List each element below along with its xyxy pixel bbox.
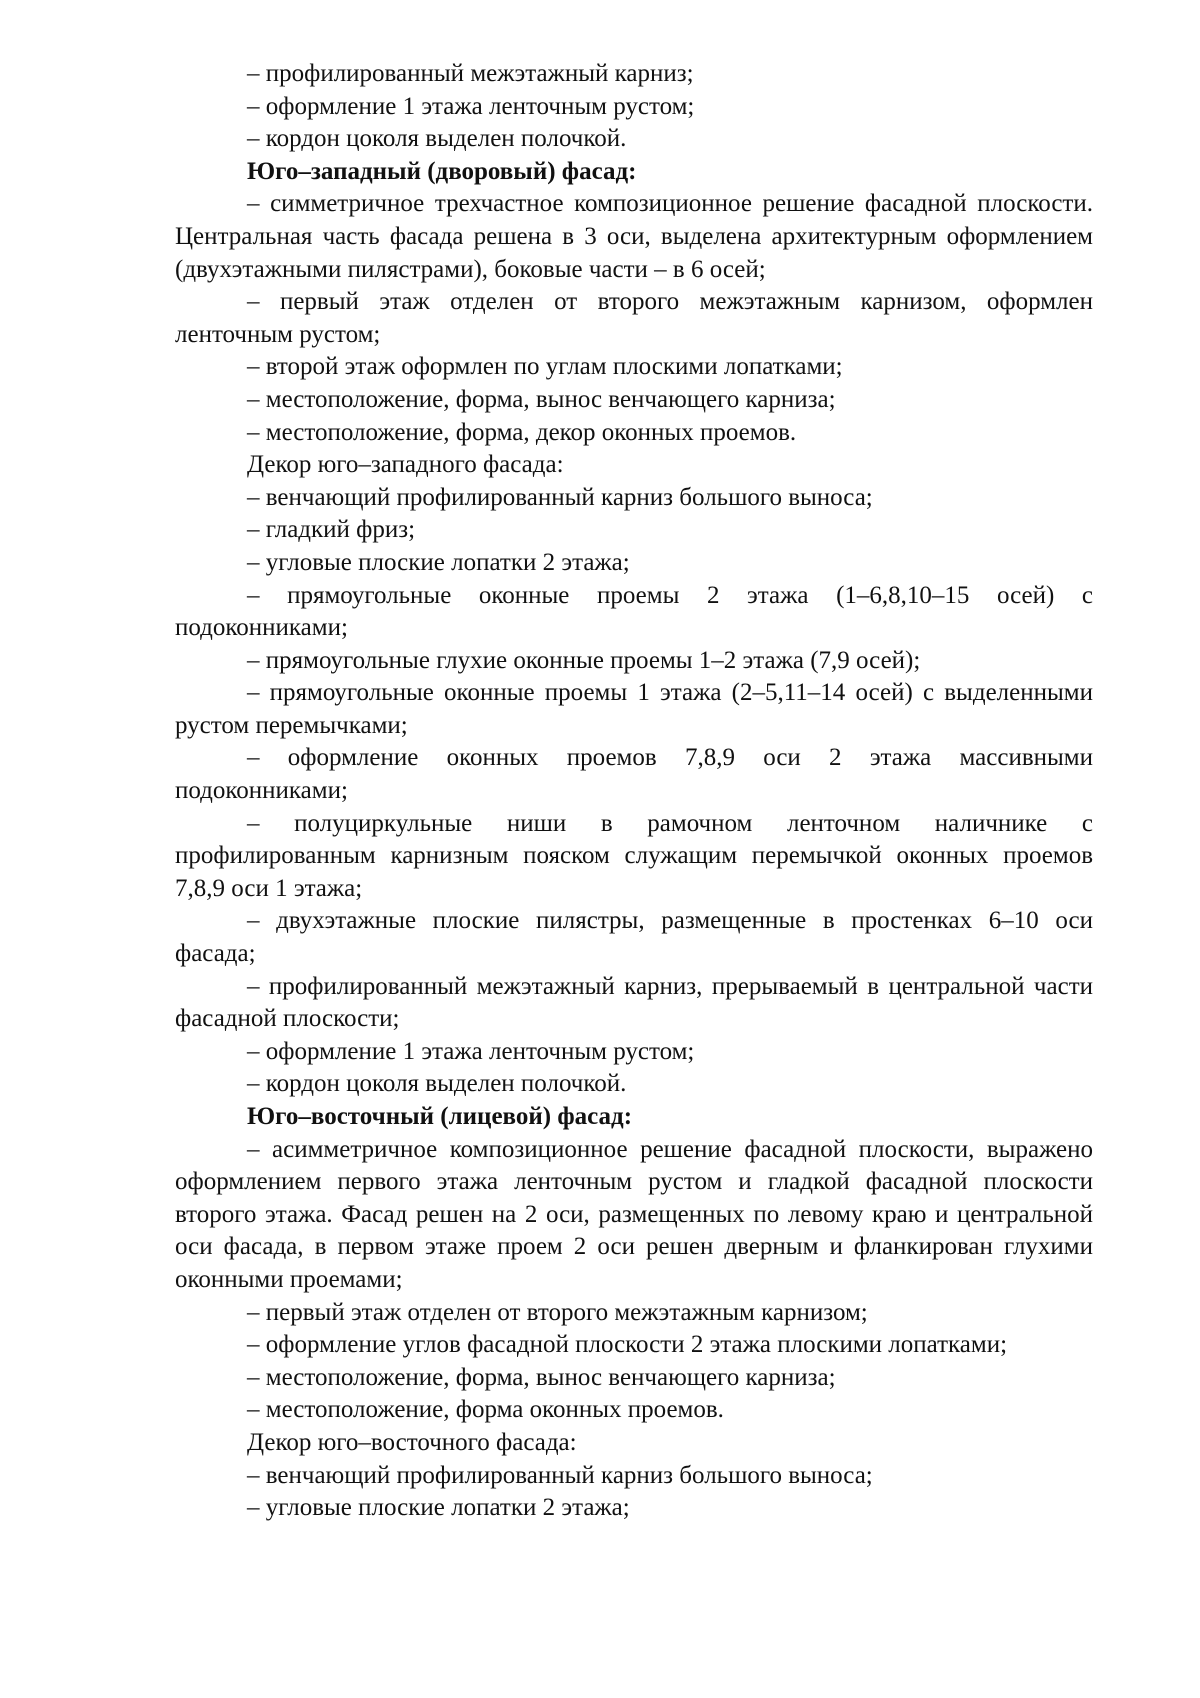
list-item: – оформление 1 этажа ленточным рустом; [247,92,695,120]
list-item: – кордон цоколя выделен полочкой. [247,125,627,153]
list-item: – венчающий профилированный карниз большого выноса; [247,1461,873,1489]
list-item: – кордон цоколя выделен полочкой. [247,1070,627,1098]
list-item: – местоположение, форма оконных проемов. [247,1396,724,1424]
list-item: – оформление 1 этажа ленточным рустом; [247,1037,695,1065]
list-item: – прямоугольные глухие оконные проемы 1–2 этажа (7,9 осей); [247,646,921,674]
list-item: – прямоугольные оконные проемы 1 этажа (2–5,11–14 осей) с выделенными рустом перемычками; [175,679,1093,739]
list-item: – местоположение, форма, вынос венчающего карниза; [247,1363,836,1391]
list-item: – первый этаж отделен от второго межэтажным карнизом; [247,1298,868,1326]
list-item: – прямоугольные оконные проемы 2 этажа (1–6,8,10–15 осей) с подоконниками; [175,581,1093,642]
list-item: – угловые плоские лопатки 2 этажа; [247,548,630,576]
list-item: – оформление оконных проемов 7,8,9 оси 2 этажа массивными подоконниками; [175,744,1093,805]
list-item: – полуциркульные ниши в рамочном ленточном наличнике с профилированным карнизным пояском служащим перемычкой оконных проемов 7,8,9 оси 1 этажа; [175,809,1093,902]
list-item: – двухэтажные плоские пилястры, размещенные в простенках 6–10 оси фасада; [175,907,1093,968]
section-heading-southeast-facade: Юго–восточный (лицевой) фасад: [247,1103,633,1130]
list-item: – профилированный межэтажный карниз, прерываемый в центральной части фасадной плоскости; [175,972,1093,1033]
list-item: – первый этаж отделен от второго межэтажным карнизом, оформлен ленточным рустом; [175,288,1093,348]
list-item: – симметричное трехчастное композиционное решение фасадной плоскости. Центральная часть фасада решена в 3 оси, выделена архитектурным оформлением (двухэтажными пилястрами), боковые части – в 6 осей; [175,190,1093,283]
subsection-heading-southeast-decor: Декор юго–восточного фасада: [247,1428,577,1456]
list-item: – профилированный межэтажный карниз; [247,60,694,87]
list-item: – асимметричное композиционное решение фасадной плоскости, выражено оформлением первого этажа ленточным рустом и гладкой фасадной плоскости второго этажа. Фасад решен на 2 оси, размещенных по левому краю и центральной оси фасада, в первом этаже проем 2 оси решен дверным и фланкирован глухими оконными проемами; [175,1135,1093,1293]
list-item: – второй этаж оформлен по углам плоскими лопатками; [247,353,843,381]
list-item: – местоположение, форма, декор оконных проемов. [247,418,797,446]
section-heading-southwest-facade: Юго–западный (дворовый) фасад: [247,157,637,185]
list-item: – венчающий профилированный карниз большого выноса; [247,483,873,511]
list-item: – местоположение, форма, вынос венчающего карниза; [247,385,836,413]
list-item: – гладкий фриз; [247,516,416,544]
list-item: – угловые плоские лопатки 2 этажа; [247,1494,630,1522]
list-item: – оформление углов фасадной плоскости 2 этажа плоскими лопатками; [247,1331,1008,1359]
subsection-heading-southwest-decor: Декор юго–западного фасада: [247,451,564,479]
document-body [175,58,1093,1525]
